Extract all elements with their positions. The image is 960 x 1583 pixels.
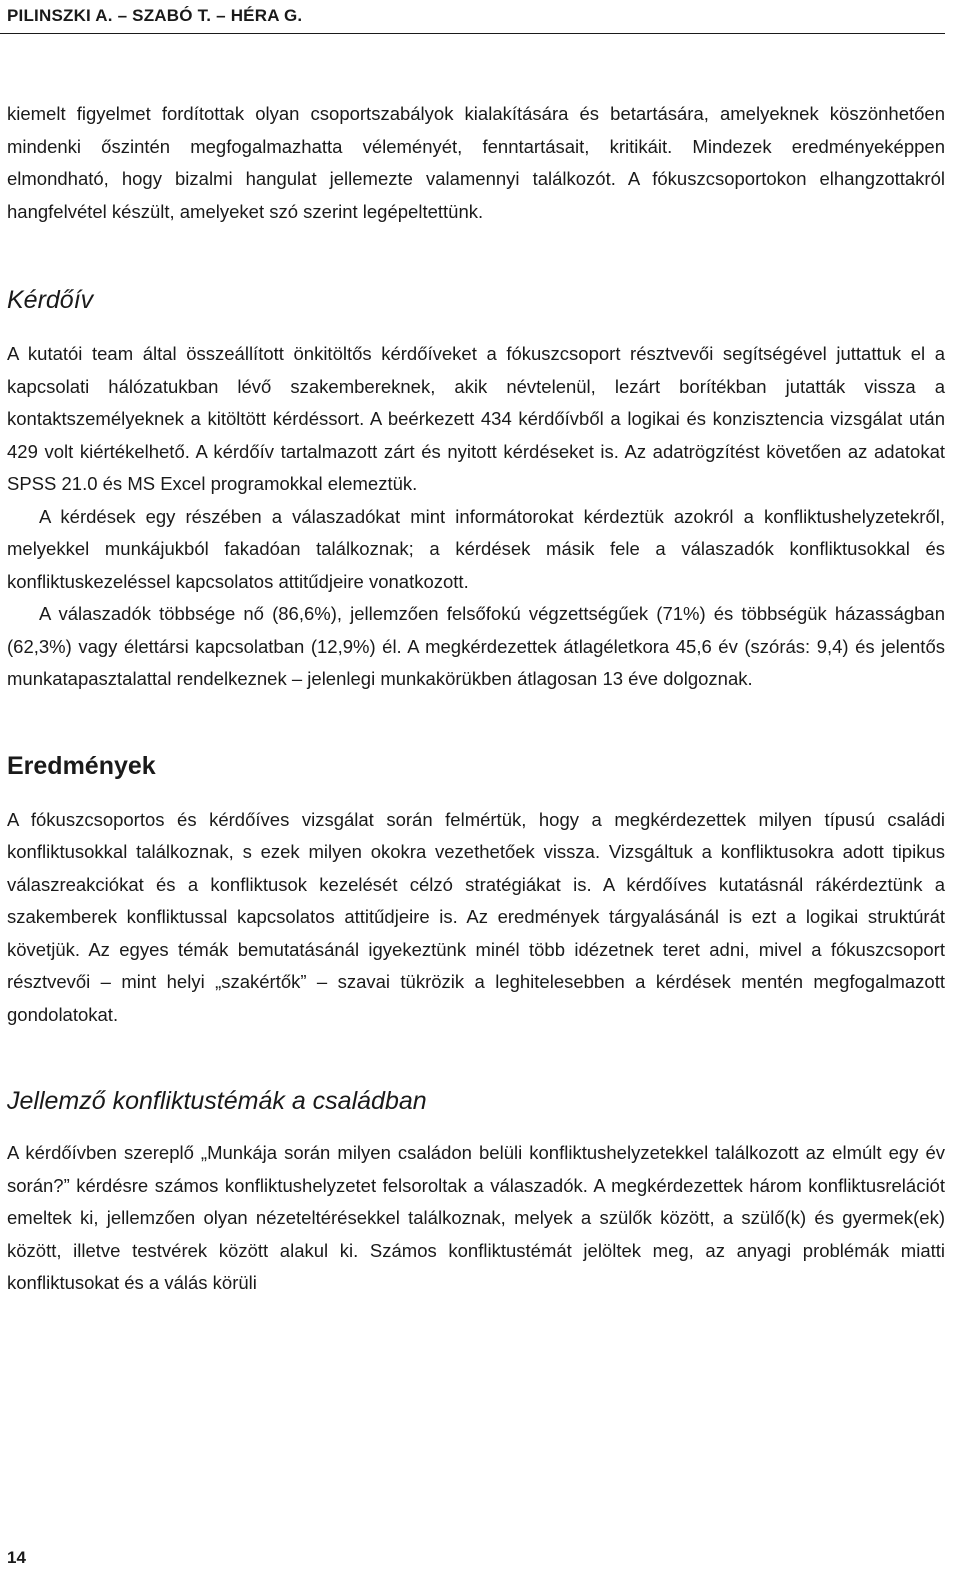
section-heading-eredmenyek: Eredmények [7,751,156,780]
paragraph-kerdoiv-3: A válaszadók többsége nő (86,6%), jellemzően felsőfokú végzettségűek (71%) és többségük házasságban (62,3%) vagy élettársi kapcsolatban (12,9%) él. A megkérdezettek átlagéletkora 45,6 év (szórás: 9,4) és jelentős munkatapasztalattal rendelkeznek – jelenlegi munkakörükben átlagosan 13 éve dolgoznak. [7,603,945,689]
page-number: 14 [7,1548,26,1567]
paragraph-kerdoiv-1: A kutatói team által összeállított önkitöltős kérdőíveket a fókuszcsoport résztvevői segítségével juttattuk el a kapcsolati hálózatukban lévő szakembereknek, akik névtelenül, lezárt borítékban jutatták vissza a kontaktszemélyeknek a kitöltött kérdéssort. A beérkezett 434 kérdőívből a logikai és konzisztencia vizsgálat után 429 volt kiértékelhető. A kérdőív tartalmazott zárt és nyitott kérdéseket is. Az adatrögzítést követően az adatokat SPSS 21.0 és MS Excel programokkal elemeztük. [7,343,945,494]
page-body [7,98,945,1300]
paragraph-intro: kiemelt figyelmet fordítottak olyan csoportszabályok kialakítására és betartására, amelyeknek köszönhetően mindenki őszintén megfogalmazhatta véleményét, fenntartásait, kritikáit. Mindezek eredményeképpen elmondható, hogy bizalmi hangulat jellemezte valamennyi találkozót. A fókuszcsoportokon elhangzottakról hangfelvétel készült, amelyeket szó szerint legépeltettünk. [7,103,945,222]
paragraph-kerdoiv-2: A kérdések egy részében a válaszadókat mint informátorokat kérdeztük azokról a konfliktushelyzetekről, melyekkel munkájukból fakadóan találkoznak; a kérdések másik fele a válaszadók konfliktusokkal és konfliktuskezeléssel kapcsolatos attitűdjeire vonatkozott. [7,505,945,592]
running-head: PILINSZKI A. – SZABÓ T. – HÉRA G. [7,6,303,25]
section-heading-jellemzo: Jellemző konfliktustémák a családban [7,1087,427,1115]
section-heading-kerdoiv: Kérdőív [7,286,94,314]
paragraph-eredmenyek-1: A fókuszcsoportos és kérdőíves vizsgálat során felmértük, hogy a megkérdezettek milyen típusú családi konfliktusokkal találkoznak, s ezek milyen okokra vezethetőek vissza. Vizsgáltuk a konfliktusokra adott tipikus válaszreakciókat és a konfliktusok kezelését célzó stratégiákat is. A kérdőíves kutatásnál rákérdeztünk a szakemberek konfliktussal kapcsolatos attitűdjeire is. Az eredmények tárgyalásánál is ezt a logikai struktúrát követjük. Az egyes témák bemutatásánál igyekeztünk minél több idézetnek teret adni, mivel a fókuszcsoport résztvevői – mint helyi „szakértők” – szavai tükrözik a leghitelesebben a kérdések mentén megfogalmazott gondolatokat. [7,808,945,1025]
paragraph-jellemzo-1: A kérdőívben szereplő „Munkája során milyen családon belüli konfliktushelyzetekkel találkozott az elmúlt egy év során?” kérdésre számos konfliktushelyzetet felsoroltak a válaszadók. A megkérdezettek három konfliktusrelációt emeltek ki, jellemzően olyan nézeteltérésekkel találkoznak, melyek a szülők között, a szülő(k) és gyermek(ek) között, illetve testvérek között alakul ki. Számos konfliktustémát jelöltek meg, az anyagi problémák miatti konfliktusokat és a válás körüli [7,1142,945,1293]
header-rule [0,33,945,34]
